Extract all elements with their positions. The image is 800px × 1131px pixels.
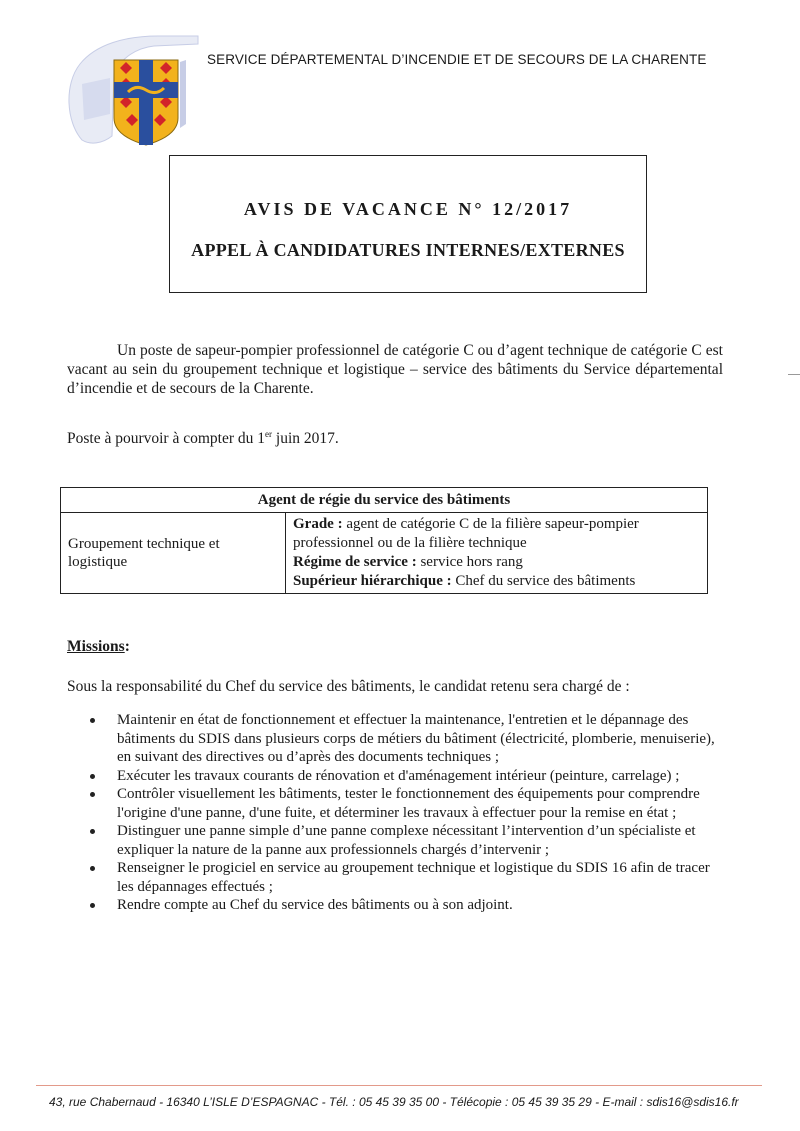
list-item bbox=[90, 785, 720, 822]
grade-value: agent de catégorie C de la filière sapeur-pompier professionnel ou de la filière technique bbox=[293, 516, 639, 551]
grade-label: Grade : bbox=[293, 516, 343, 532]
missions-list bbox=[90, 711, 720, 915]
organization-name: SERVICE DÉPARTEMENTAL D’INCENDIE ET DE SECOURS DE LA CHARENTE bbox=[207, 52, 707, 67]
job-title-cell: Agent de régie du service des bâtiments bbox=[61, 488, 708, 513]
list-item bbox=[90, 767, 720, 786]
mission-text: Renseigner le progiciel en service au groupement technique et logistique du SDIS 16 afin de tracer les dépannages effectués ; bbox=[117, 860, 710, 895]
list-item bbox=[90, 896, 720, 915]
job-details-cell bbox=[286, 513, 708, 594]
footer-divider bbox=[36, 1085, 762, 1086]
bullet-icon bbox=[90, 718, 95, 723]
mission-text: Distinguer une panne simple d’une panne complexe nécessitant l’intervention d’un spécialiste et expliquer la nature de la panne aux professionnels chargés d’intervenir ; bbox=[117, 823, 696, 858]
start-date-prefix: Poste à pourvoir à compter du 1 bbox=[67, 430, 266, 448]
list-item bbox=[90, 859, 720, 896]
regime-label: Régime de service : bbox=[293, 554, 417, 570]
margin-mark bbox=[788, 374, 800, 375]
call-for-applications-title: APPEL À CANDIDATURES INTERNES/EXTERNES bbox=[191, 240, 625, 260]
missions-intro: Sous la responsabilité du Chef du service des bâtiments, le candidat retenu sera chargé de : bbox=[67, 678, 630, 695]
grade-line bbox=[293, 515, 700, 553]
mission-text: Contrôler visuellement les bâtiments, tester le fonctionnement des équipements pour comprendre l'origine d'une panne, d'une fuite, et déterminer les travaux à effectuer pour la remise en état ; bbox=[117, 786, 700, 821]
regime-value: service hors rang bbox=[416, 554, 523, 570]
department-cell: Groupement technique et logistique bbox=[61, 513, 286, 594]
footer-address: 43, rue Chabernaud - 16340 L’ISLE D’ESPAGNAC - Tél. : 05 45 39 35 00 - Télécopie : 05 45 39 35 29 - E-mail : sdis16@sdis16.fr bbox=[49, 1095, 739, 1109]
superior-value: Chef du service des bâtiments bbox=[451, 573, 636, 589]
vacancy-title: AVIS DE VACANCE N° 12/2017 bbox=[243, 199, 573, 219]
mission-text: Maintenir en état de fonctionnement et effectuer la maintenance, l'entretien et le dépannage des bâtiments du SDIS dans plusieurs corps de métiers du bâtiment (électricité, plomberie, menuiserie), en suivant des directives ou d’après des documents techniques ; bbox=[117, 712, 715, 765]
job-table bbox=[60, 487, 708, 594]
bullet-icon bbox=[90, 829, 95, 834]
bullet-icon bbox=[90, 903, 95, 908]
missions-heading bbox=[67, 638, 130, 656]
bullet-icon bbox=[90, 774, 95, 779]
list-item bbox=[90, 822, 720, 859]
start-date bbox=[67, 429, 339, 448]
list-item bbox=[90, 711, 720, 767]
superior-label: Supérieur hiérarchique : bbox=[293, 573, 452, 589]
start-date-suffix: juin 2017. bbox=[272, 430, 339, 448]
firefighter-helmet-coat-of-arms-icon bbox=[62, 32, 202, 150]
mission-text: Exécuter les travaux courants de rénovation et d'aménagement intérieur (peinture, carrelage) ; bbox=[117, 767, 680, 784]
bullet-icon bbox=[90, 792, 95, 797]
missions-heading-suffix: : bbox=[124, 638, 130, 655]
superior-line bbox=[293, 572, 700, 591]
title-box bbox=[169, 155, 647, 293]
bullet-icon bbox=[90, 866, 95, 871]
missions-heading-text: Missions bbox=[67, 638, 125, 655]
start-date-superscript: er bbox=[265, 429, 273, 439]
intro-paragraph: Un poste de sapeur-pompier professionnel de catégorie C ou d’agent technique de catégorie C est vacant au sein du groupement technique et logistique – service des bâtiments du Service départemental d’incendie et de secours de la Charente. bbox=[67, 342, 723, 397]
regime-line bbox=[293, 553, 700, 572]
mission-text: Rendre compte au Chef du service des bâtiments ou à son adjoint. bbox=[117, 897, 513, 913]
